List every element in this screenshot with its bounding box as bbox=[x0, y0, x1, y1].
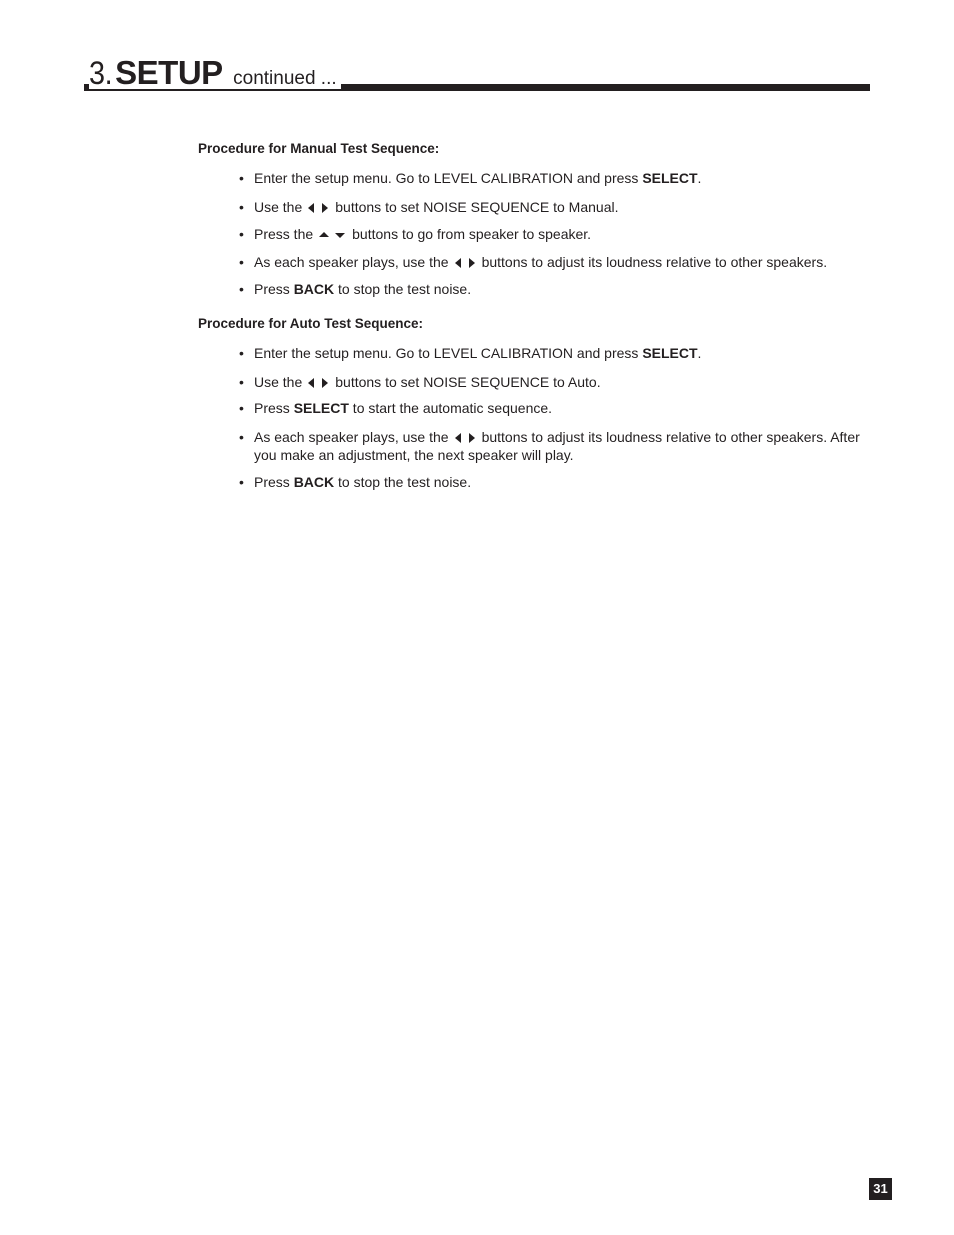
auto-procedure-list bbox=[198, 344, 878, 491]
list-item: • Press SELECT to start the automatic sequence. bbox=[198, 399, 878, 417]
left-right-arrows-icon bbox=[455, 258, 475, 268]
manual-procedure-list bbox=[198, 169, 878, 298]
auto-procedure-section bbox=[198, 316, 878, 491]
auto-procedure-heading: Procedure for Auto Test Sequence: bbox=[198, 316, 424, 331]
list-item: • Press BACK to stop the test noise. bbox=[198, 473, 878, 491]
list-item: • Enter the setup menu. Go to LEVEL CALIBRATION and press SELECT. bbox=[198, 344, 878, 362]
chapter-title bbox=[89, 56, 341, 89]
manual-procedure-heading: Procedure for Manual Test Sequence: bbox=[198, 141, 440, 156]
list-item: • Enter the setup menu. Go to LEVEL CALIBRATION and press SELECT. bbox=[198, 169, 878, 187]
chapter-number: 3. bbox=[89, 55, 113, 91]
manual-procedure-section bbox=[198, 141, 878, 298]
list-item: • Use the buttons to set NOISE SEQUENCE to Auto. bbox=[198, 373, 878, 391]
chapter-header bbox=[84, 50, 870, 91]
chapter-name: SETUP bbox=[115, 54, 223, 91]
list-item: • As each speaker plays, use the buttons to adjust its loudness relative to other speakers. bbox=[198, 253, 878, 271]
list-item: • Press the buttons to go from speaker to speaker. bbox=[198, 225, 878, 243]
left-right-arrows-icon bbox=[308, 203, 328, 213]
up-down-arrows-icon bbox=[319, 230, 345, 240]
list-item: • Use the buttons to set NOISE SEQUENCE to Manual. bbox=[198, 198, 878, 216]
page-number: 31 bbox=[869, 1178, 892, 1200]
left-right-arrows-icon bbox=[308, 378, 328, 388]
chapter-continued: continued ... bbox=[233, 68, 337, 89]
left-right-arrows-icon bbox=[455, 433, 475, 443]
list-item: • Press BACK to stop the test noise. bbox=[198, 280, 878, 298]
list-item: • As each speaker plays, use the buttons to adjust its loudness relative to other speakers. After you make an adjustment, the next speaker will play. bbox=[198, 428, 878, 464]
